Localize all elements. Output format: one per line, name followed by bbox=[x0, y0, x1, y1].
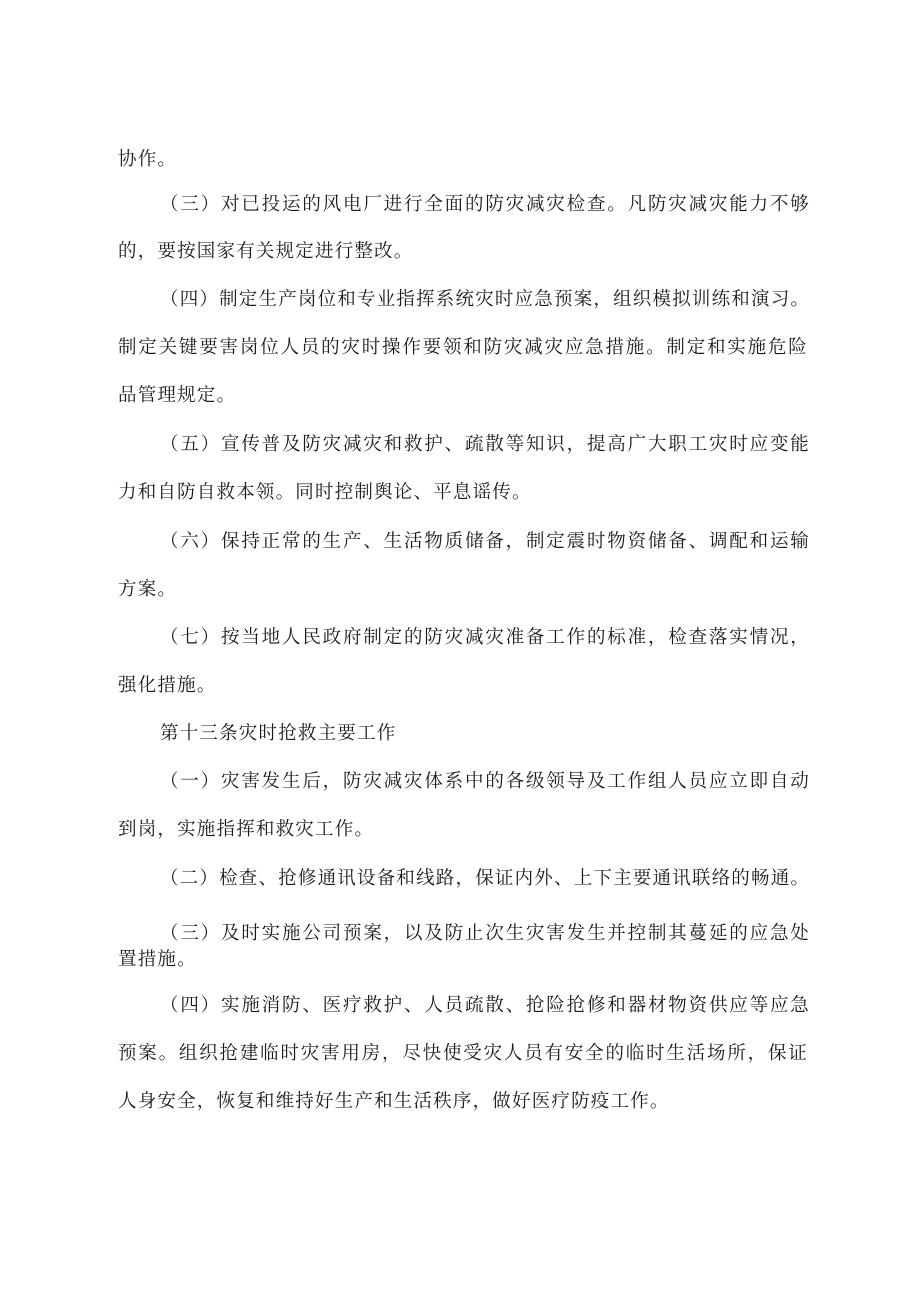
text-line: 方案。 bbox=[118, 579, 178, 600]
text-line: （五）宣传普及防灾减灾和救护、疏散等知识，提高广大职工灾时应变能 bbox=[160, 434, 810, 455]
text-line: （三）及时实施公司预案，以及防止次生灾害发生并控制其蔓延的应急处 bbox=[160, 923, 810, 944]
text-line: （一）灾害发生后，防灾减灾体系中的各级领导及工作组人员应立即自动 bbox=[160, 771, 810, 792]
text-line: 制定关键要害岗位人员的灾时操作要领和防灾减灾应急措施。制定和实施危险 bbox=[118, 337, 808, 358]
text-line: 品管理规定。 bbox=[118, 385, 237, 406]
text-line: 协作。 bbox=[118, 149, 178, 170]
text-line: （三）对已投运的风电厂进行全面的防灾减灾检查。凡防灾减灾能力不够 bbox=[160, 194, 810, 215]
text-line: 预案。组织抢建临时灾害用房，尽快使受灾人员有安全的临时生活场所，保证 bbox=[118, 1043, 808, 1064]
text-line: 到岗，实施指挥和救灾工作。 bbox=[118, 819, 375, 840]
article-heading: 第十三条灾时抢救主要工作 bbox=[160, 723, 397, 744]
text-line: （六）保持正常的生产、生活物质储备，制定震时物资储备、调配和运输 bbox=[160, 531, 810, 552]
text-line: 的，要按国家有关规定进行整改。 bbox=[118, 241, 414, 262]
text-line: 力和自防自救本领。同时控制舆论、平息谣传。 bbox=[118, 482, 532, 503]
text-line: （二）检查、抢修通讯设备和线路，保证内外、上下主要通讯联络的畅通。 bbox=[160, 868, 811, 889]
text-line: 强化措施。 bbox=[118, 675, 217, 696]
text-line: 人身安全，恢复和维持好生产和生活秩序，做好医疗防疫工作。 bbox=[118, 1091, 670, 1112]
text-line: （四）制定生产岗位和专业指挥系统灾时应急预案，组织模拟训练和演习。 bbox=[160, 289, 811, 310]
text-line: 置措施。 bbox=[118, 949, 197, 970]
text-line: （七）按当地人民政府制定的防灾减灾准备工作的标准，检查落实情况， bbox=[160, 627, 810, 648]
text-line: （四）实施消防、医疗救护、人员疏散、抢险抢修和器材物资供应等应急 bbox=[160, 995, 810, 1016]
